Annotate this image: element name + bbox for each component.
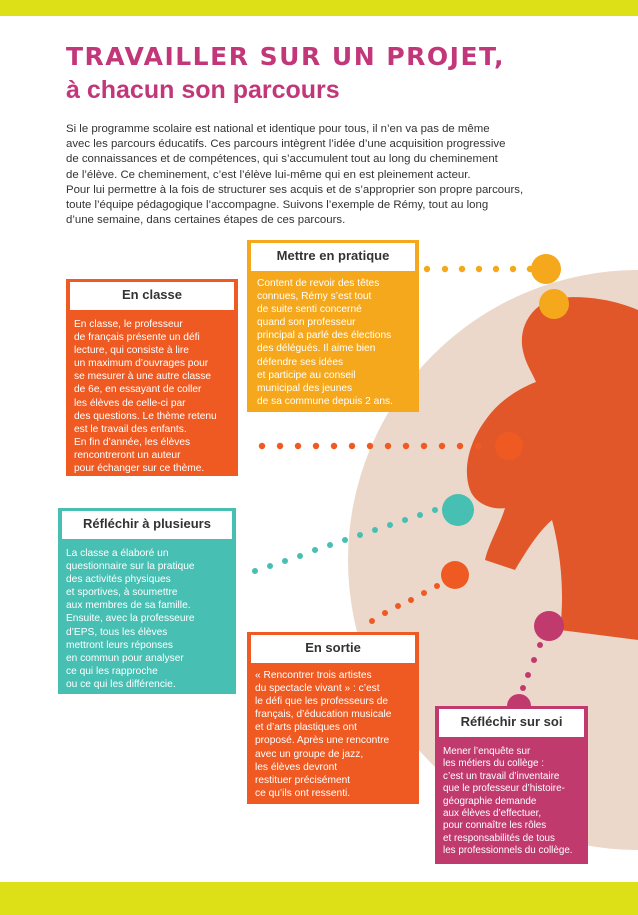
card-line: défendre ses idées bbox=[257, 356, 344, 368]
card-line: municipal des jeunes bbox=[257, 382, 353, 394]
intro-line: de l’élève. Ce cheminement, c’est l’élève lui-même qui en est pleinement acteur. bbox=[66, 168, 471, 181]
card-line: questionnaire sur la pratique bbox=[66, 561, 195, 573]
card-line: En classe, le professeur bbox=[74, 319, 183, 330]
yellow-dot-node bbox=[531, 254, 561, 284]
card-line: d’EPS, tous les élèves bbox=[66, 626, 168, 638]
card-en-sortie bbox=[247, 632, 419, 804]
card-line: quand son professeur bbox=[257, 317, 356, 329]
card-line: avec un groupe de jazz, bbox=[255, 748, 364, 760]
card-line: aux membres de sa famille. bbox=[66, 600, 191, 612]
magenta-dot-node bbox=[534, 611, 564, 641]
card-line: des délégués. Il aime bien bbox=[257, 343, 376, 355]
card-line: est le travail des enfants. bbox=[74, 423, 187, 435]
card-mettre-en-pratique bbox=[247, 240, 419, 412]
card-line: du spectacle vivant » : c’est bbox=[255, 683, 380, 695]
card-line: le défi que les professeurs de bbox=[255, 696, 389, 708]
card-line: et sportives, à soumettre bbox=[66, 587, 178, 599]
card-line: se mesurer à une autre classe bbox=[74, 371, 212, 383]
card-reflechir-soi bbox=[435, 706, 588, 864]
card-line: lecture, qui consiste à lire bbox=[74, 345, 189, 357]
card-title: Réfléchir à plusieurs bbox=[62, 511, 232, 539]
page-title: TRAVAILLER SUR UN PROJET, bbox=[66, 42, 506, 71]
card-body bbox=[251, 271, 419, 414]
card-reflechir-plusieurs bbox=[58, 508, 236, 694]
card-line: Mener l’enquête sur bbox=[443, 746, 531, 757]
card-title: En sortie bbox=[251, 635, 415, 663]
card-line: de sa commune depuis 2 ans. bbox=[257, 395, 393, 407]
card-line: en commun pour analyser bbox=[66, 652, 184, 664]
intro-line: Si le programme scolaire est national et identique pour tous, il n’en va pas de même bbox=[66, 123, 490, 135]
card-line: Content de revoir des têtes bbox=[257, 278, 380, 289]
yellow-dot-node-2 bbox=[539, 289, 569, 319]
card-line: connues, Rémy s’est tout bbox=[257, 291, 372, 303]
bottom-band bbox=[0, 882, 638, 915]
card-line: principal a parlé des élections bbox=[257, 330, 392, 342]
card-line: et responsabilités de tous bbox=[443, 832, 555, 844]
card-body bbox=[60, 541, 236, 697]
card-line: les élèves devront bbox=[255, 761, 338, 773]
card-line: de suite senti concerné bbox=[257, 304, 362, 316]
orange-dot-node-2 bbox=[441, 561, 469, 589]
card-line: les élèves de celle-ci par bbox=[74, 397, 186, 409]
card-line: En fin d’année, les élèves bbox=[74, 436, 191, 448]
card-line: de français présente un défi bbox=[74, 332, 200, 344]
card-line: c’est un travail d’inventaire bbox=[443, 770, 560, 782]
card-line: et d’arts plastiques ont bbox=[255, 722, 357, 734]
card-line: les métiers du collège : bbox=[443, 758, 544, 770]
card-line: et participe au conseil bbox=[257, 369, 356, 381]
card-title: En classe bbox=[70, 282, 234, 310]
card-title: Mettre en pratique bbox=[251, 243, 415, 271]
orange-dot-node bbox=[495, 432, 523, 460]
page-subtitle: à chacun son parcours bbox=[66, 76, 340, 104]
yellow-dotted-line bbox=[424, 266, 533, 272]
card-line: des activités physiques bbox=[66, 574, 171, 586]
card-line: aux élèves d’effectuer, bbox=[443, 808, 542, 820]
card-line: pour échanger sur ce thème. bbox=[74, 463, 205, 475]
card-line: restituer précisément bbox=[255, 774, 351, 786]
intro-line: d’une semaine, dans certaines étapes de ces parcours. bbox=[66, 214, 346, 227]
intro-line: avec les parcours éducatifs. Ces parcours intègrent l’idée d’une acquisition progressive bbox=[66, 138, 506, 151]
card-body bbox=[249, 663, 419, 806]
card-line: pour connaître les rôles bbox=[443, 820, 547, 832]
card-line: ce qu’ils ont ressenti. bbox=[255, 787, 351, 799]
teal-dot-node bbox=[442, 494, 474, 526]
card-line: géographie demande bbox=[443, 795, 537, 807]
card-line: ou ce qui les différencie. bbox=[66, 678, 176, 690]
intro-line: de connaissances et de compétences, qui s’accumulent tout au long du cheminement bbox=[66, 153, 498, 166]
card-line: mettront leurs réponses bbox=[66, 639, 174, 651]
card-line: les professionnels du collège. bbox=[443, 845, 573, 857]
intro-line: Pour lui permettre à la fois de structurer ses acquis et de s’approprier son propre parcours, bbox=[66, 183, 524, 196]
card-line: un maximum d’ouvrages pour bbox=[74, 358, 209, 370]
card-line: des questions. Le thème retenu bbox=[74, 410, 217, 422]
card-line: français, d’éducation musicale bbox=[255, 709, 392, 721]
card-line: de 6e, en essayant de coller bbox=[74, 384, 202, 396]
card-line: « Rencontrer trois artistes bbox=[255, 670, 372, 681]
card-en-classe bbox=[66, 279, 238, 476]
card-body bbox=[68, 312, 238, 481]
card-body bbox=[437, 740, 588, 864]
card-line: La classe a élaboré un bbox=[66, 548, 169, 559]
intro-line: toute l’équipe pédagogique l’accompagne. Suivons l’exemple de Rémy, tout au long bbox=[66, 199, 489, 212]
card-line: que le professeur d’histoire- bbox=[443, 783, 565, 795]
card-title: Réfléchir sur soi bbox=[439, 709, 584, 737]
card-line: rencontreront un auteur bbox=[74, 449, 181, 461]
card-line: Ensuite, avec la professeure bbox=[66, 613, 195, 625]
intro-paragraph bbox=[66, 122, 586, 228]
card-line: ce qui les rapproche bbox=[66, 665, 158, 677]
card-line: proposé. Après une rencontre bbox=[255, 735, 390, 747]
